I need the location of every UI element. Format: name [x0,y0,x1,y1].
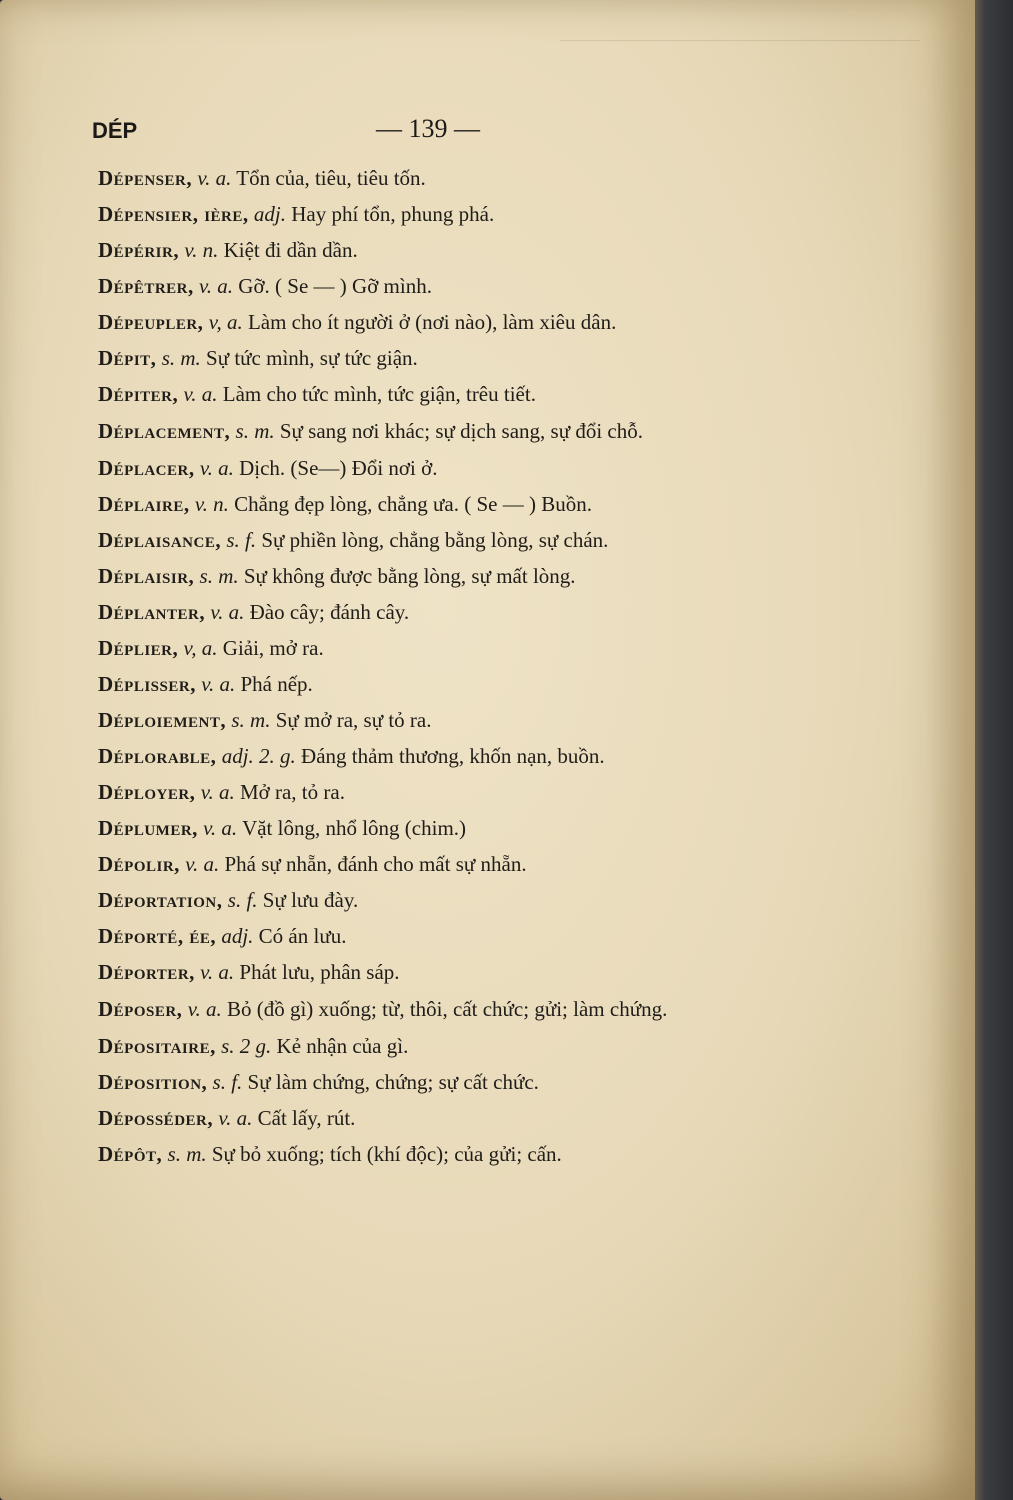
definition: Gỡ. ( Se — ) Gỡ mình. [238,274,432,298]
dictionary-entry [98,304,818,340]
definition: Sự tức mình, sự tức giận. [206,346,418,370]
dictionary-entry [98,196,818,232]
dictionary-entry [98,1100,818,1136]
dictionary-entry [98,450,818,486]
headword: Dépiter, [98,382,179,406]
headword: Dépensier, ière, [98,202,249,226]
grammar-label: v. n. [194,492,229,516]
dictionary-entry [98,232,818,268]
grammar-label: v. a. [201,672,236,696]
dictionary-entry [98,412,822,450]
grammar-label: adj. 2. g. [221,744,296,768]
definition: Cất lấy, rút. [257,1106,356,1130]
headword: Déplacement, [98,419,231,443]
dictionary-entry [98,594,818,630]
grammar-label: v. a. [199,456,234,480]
definition: Sự không được bằng lòng, sự mất lòng. [243,564,576,588]
dictionary-entry [98,268,818,304]
grammar-label: s. f. [212,1070,243,1094]
dictionary-entry [98,882,818,918]
page-number: — 139 — [376,114,480,143]
definition: Sự mở ra, sự tỏ ra. [275,708,432,732]
headword: Déployer, [98,780,196,804]
dictionary-entry [98,918,818,954]
headword: Déplier, [98,636,179,660]
dictionary-entry [98,558,818,594]
dictionary-entry [98,1136,818,1172]
headword: Déporter, [98,960,195,984]
grammar-label: v. n. [184,238,219,262]
grammar-label: s. m. [235,419,275,443]
headword: Déplumer, [98,816,198,840]
grammar-label: s. 2 g. [221,1034,272,1058]
headword: Déporté, ée, [98,924,217,948]
grammar-label: s. m. [231,708,271,732]
grammar-label: v. a. [200,960,235,984]
headword: Déposition, [98,1070,208,1094]
grammar-label: v. a. [187,997,222,1021]
dictionary-entry [98,630,818,666]
definition: Bỏ (đồ gì) xuống; từ, thôi, cất chức; gửi; làm chứng. [226,997,668,1021]
dictionary-entry [98,340,818,376]
headword: Déposer, [98,997,183,1021]
headword: Déplisser, [98,672,196,696]
dictionary-entry [98,990,822,1028]
grammar-label: s. m. [199,564,239,588]
definition: Phá sự nhẵn, đánh cho mất sự nhẵn. [224,852,527,876]
headword: Déplaisir, [98,564,195,588]
dictionary-entry [98,486,818,522]
headword: Déplacer, [98,456,195,480]
definition: Sự sang nơi khác; sự dịch sang, sự đổi chỗ. [279,419,643,443]
definition: Sự phiền lòng, chẳng bằng lòng, sự chán. [261,528,609,552]
dictionary-entry [98,810,818,846]
definition: Phá nếp. [240,672,313,696]
grammar-label: adj. [221,924,254,948]
headword: Déplorable, [98,744,217,768]
grammar-label: v. a. [218,1106,253,1130]
definition: Có án lưu. [258,924,347,948]
headword: Déposséder, [98,1106,214,1130]
headword: Dépeupler, [98,310,204,334]
section-mark: DÉP [92,118,138,143]
definition: Dịch. (Se—) Đổi nơi ở. [239,456,438,480]
dictionary-entry [98,376,818,412]
headword: Déplaire, [98,492,190,516]
dictionary-entry [98,160,818,196]
headword: Dépôt, [98,1142,163,1166]
headword: Dépit, [98,346,157,370]
dictionary-entry [98,1028,818,1064]
definition: Vặt lông, nhổ lông (chim.) [242,816,467,840]
grammar-label: s. m. [167,1142,207,1166]
margin-pencil-notes [560,40,920,111]
definition: Đáng thảm thương, khốn nạn, buồn. [301,744,605,768]
headword: Dépositaire, [98,1034,216,1058]
dictionary-entry [98,666,818,702]
entry-list [98,160,818,1172]
definition: Mở ra, tỏ ra. [239,780,345,804]
definition: Sự làm chứng, chứng; sự cất chức. [247,1070,539,1094]
grammar-label: v. a. [210,600,245,624]
grammar-label: v. a. [185,852,220,876]
headword: Dépolir, [98,852,180,876]
definition: Làm cho ít người ở (nơi nào), làm xiêu dân. [247,310,617,334]
headword: Dépenser, [98,166,193,190]
definition: Kẻ nhận của gì. [276,1034,409,1058]
headword: Dépêtrer, [98,274,194,298]
dictionary-entry [98,846,818,882]
dictionary-entry [98,522,818,558]
grammar-label: s. f. [227,888,258,912]
dictionary-entry [98,702,818,738]
headword: Déportation, [98,888,223,912]
definition: Sự bỏ xuống; tích (khí độc); của gửi; cấn. [211,1142,562,1166]
definition: Phát lưu, phân sáp. [239,960,400,984]
grammar-label: s. f. [226,528,257,552]
dictionary-entry [98,1064,818,1100]
grammar-label: v. a. [199,274,234,298]
definition: Giải, mở ra. [222,636,324,660]
definition: Sự lưu đày. [262,888,359,912]
grammar-label: s. m. [161,346,201,370]
headword: Déplanter, [98,600,206,624]
definition: Hay phí tổn, phung phá. [291,202,495,226]
headword: Dépérir, [98,238,180,262]
definition: Chẳng đẹp lòng, chẳng ưa. ( Se — ) Buồn. [234,492,592,516]
dictionary-entry [98,774,818,810]
dictionary-entry [98,738,818,774]
grammar-label: v, a. [208,310,243,334]
definition: Tổn của, tiêu, tiêu tốn. [236,166,426,190]
page-header [92,112,792,152]
grammar-label: v. a. [203,816,238,840]
grammar-label: v. a. [183,382,218,406]
grammar-label: adj. [253,202,286,226]
headword: Déplaisance, [98,528,222,552]
dictionary-entry [98,954,818,990]
definition: Làm cho tức mình, tức giận, trêu tiết. [222,382,536,406]
grammar-label: v, a. [183,636,218,660]
grammar-label: v. a. [200,780,235,804]
definition: Kiệt đi dần dần. [223,238,358,262]
grammar-label: v. a. [197,166,232,190]
definition: Đào cây; đánh cây. [249,600,410,624]
headword: Déploiement, [98,708,227,732]
